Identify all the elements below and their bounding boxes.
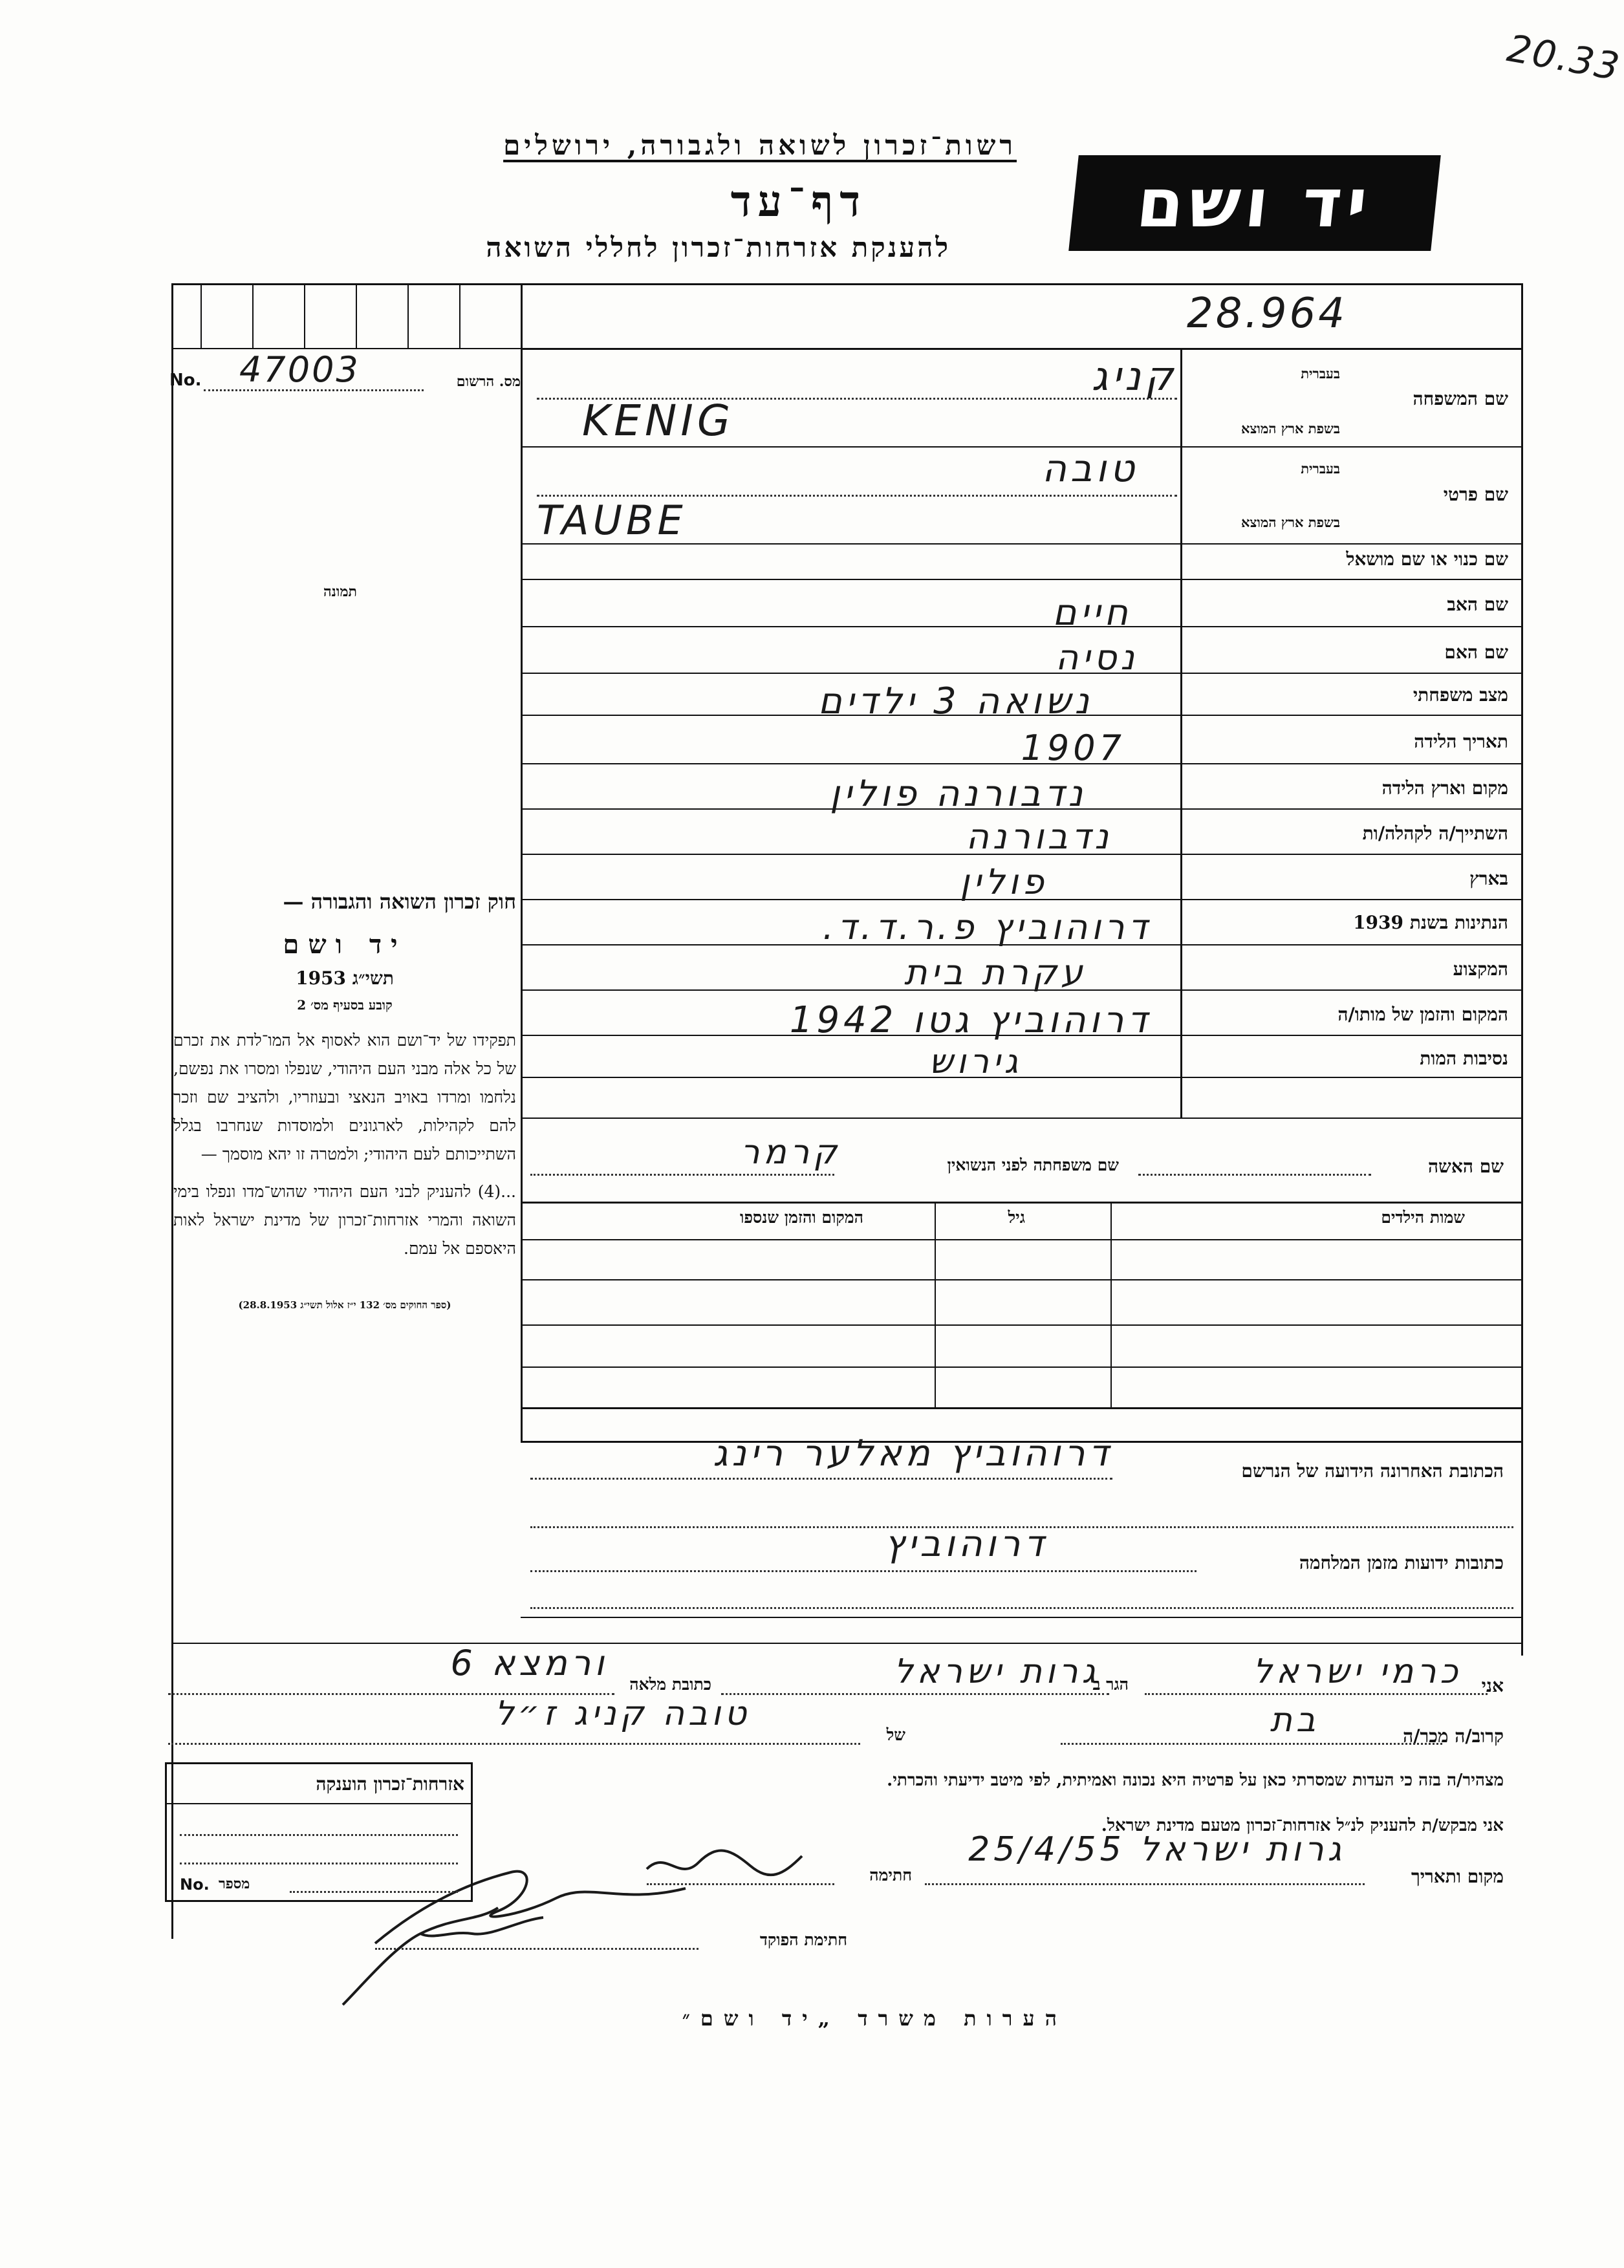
death-place-time-value: דרוהוביץ גטו 1942 — [789, 999, 1151, 1041]
family-name-origin-value: KENIG — [582, 396, 734, 446]
form-number: 28.964 — [1187, 290, 1347, 338]
yad-vashem-logo — [1068, 155, 1441, 251]
authority-line: רשות־זכרון לשואה ולגבורה, ירושלים — [503, 129, 1017, 161]
law-year: תשי״ג 1953 — [296, 967, 394, 989]
country-label: בארץ — [1469, 868, 1508, 889]
table-row — [521, 1280, 1523, 1324]
law-name: יד ושם — [283, 929, 407, 960]
children-names-header: שמות הילדים — [1381, 1208, 1465, 1227]
signature-label: חתימה — [869, 1866, 912, 1885]
first-name-origin-label: בשפת ארץ המוצא — [1241, 514, 1340, 530]
resident-label: הגר ב — [1092, 1675, 1129, 1694]
page-subtitle: להענקת אזרחות־זכרון לחללי השואה — [486, 232, 951, 263]
war-address-label: כתובות ידועות מזמן המלחמה — [1299, 1552, 1504, 1573]
birth-date-value: 1907 — [1021, 728, 1125, 768]
of-value: טובה קניג ז״ל — [495, 1694, 750, 1733]
law-paragraph-1: תפקידו של יד־ושם הוא לאסוף אל המו־לדת את זכרם של כל אלה מבני העם היהודי, שנפלו ומסרו את נפשם, נלחמו ומרדו באויב הנאצי ובעוזריו, ולהציב שם וזכר להם לקהילות, לארגונים ולמוסדות שנחרבו בגלל השתייכותם לעם היהודי; ולמטרה זו יהא מוסמך — — [173, 1031, 516, 1163]
table-row — [521, 1368, 1523, 1407]
last-address-label: הכתובת האחרונה הידועה של הנרשם — [1241, 1460, 1504, 1482]
grant-box-no-label: No. — [180, 1875, 210, 1894]
occupation-value: עקרת בית — [904, 952, 1087, 993]
grant-box-title: אזרחות־זכרון הוענקה — [316, 1773, 464, 1795]
wife-maiden-label: שם משפחתה לפני הנשואין — [947, 1156, 1119, 1174]
full-address-label: כתובת מלאה — [629, 1675, 711, 1694]
registration-label: מס. הרשום — [456, 373, 521, 390]
relation-label: קרוב/ה מכר/ה — [1403, 1725, 1504, 1747]
law-paragraph-2: ...(4) להעניק לבני העם היהודי שהוש־מדו ונפלו בימי השואה והמרי אזרחות־זכרון של מדינת ישראל לאות היאספם אל עמם. — [173, 1182, 516, 1258]
footer-remarks: הערות משרד „יד ושם״ — [682, 2006, 1067, 2031]
mother-label: שם האם — [1444, 642, 1508, 663]
nickname-label: שם כנוי או שם מושאל — [1346, 548, 1508, 570]
grant-box — [165, 1762, 473, 1902]
first-name-label: שם פרטי — [1443, 484, 1508, 505]
grant-box-number-label: מספר — [219, 1875, 250, 1892]
law-title: חוק זכרון השואה והגבורה — — [283, 889, 516, 914]
wife-label: שם האשה — [1427, 1156, 1504, 1177]
marital-value: נשואה 3 ילדים — [817, 680, 1093, 722]
occupation-label: המקצוע — [1453, 958, 1508, 980]
of-label: של — [886, 1725, 905, 1744]
father-label: שם האב — [1447, 594, 1508, 615]
registration-boxes — [188, 285, 521, 348]
birth-date-label: תאריך הלידה — [1414, 731, 1508, 752]
birth-place-value: נדבורנה פולין — [830, 773, 1087, 815]
family-name-origin-label: בשפת ארץ המוצא — [1241, 420, 1340, 437]
declarant-value: כרמי ישראל — [1253, 1652, 1462, 1691]
family-name-hebrew-label: בעברית — [1301, 365, 1340, 382]
community-label: השתייך/ה לקהלה/ות — [1362, 823, 1508, 844]
family-name-hebrew-value: קניג — [1091, 352, 1177, 400]
first-name-origin-value: TAUBE — [537, 497, 687, 544]
registration-number: 47003 — [239, 349, 360, 390]
children-table — [521, 1202, 1523, 1409]
registration-no-label: No. — [169, 371, 202, 390]
country-value: פולין — [960, 861, 1048, 902]
law-clause: קובע בסעיף מס׳ 2 — [297, 997, 393, 1013]
birth-place-label: מקום וארץ הלידה — [1381, 777, 1508, 799]
community-value: נדבורנה — [966, 816, 1112, 857]
children-place-header: המקום והזמן שנספו — [740, 1208, 863, 1227]
resident-value: גרות ישראל — [894, 1652, 1099, 1691]
citizenship-value: דרוהוביץ פ.ר.ד.ד. — [822, 907, 1151, 947]
marginal-signature — [323, 1895, 556, 2018]
marital-label: מצב משפחתי — [1413, 684, 1508, 706]
statement-text: מצהיר/ה בזה כי העדות שמסרתי כאן על פרטיה היא נכונה ואמיתית, לפי מיטב ידיעתי והכרתי. — [887, 1771, 1504, 1790]
first-name-hebrew-value: טובה — [1042, 446, 1138, 490]
law-box — [173, 889, 516, 1312]
corner-number: 20.33 — [1504, 26, 1624, 89]
citizenship-label: הנתינות בשנת 1939 — [1353, 912, 1508, 933]
death-circumstances-value: גירוש — [929, 1042, 1022, 1081]
table-row — [521, 1240, 1523, 1279]
children-age-header: גיל — [1008, 1208, 1025, 1227]
place-date-label: מקום ותאריך — [1411, 1866, 1504, 1887]
officer-signature-label: חתימת הפוקד — [759, 1930, 847, 1949]
table-row — [521, 1326, 1523, 1366]
mother-value: נסיה — [1055, 637, 1138, 678]
law-citation: (ספר החוקים מס׳ 132 י״ז אלול תשי״ג 28.8.1953) — [238, 1299, 451, 1311]
death-place-time-label: המקום והזמן של מותו/ה — [1337, 1004, 1508, 1025]
declarant-label: אני — [1481, 1675, 1504, 1696]
request-text: אני מבקש/ת להעניק לנ״ל אזרחות־זכרון מטעם מדינת ישראל. — [1101, 1816, 1504, 1835]
war-address-value: דרוהוביץ — [884, 1523, 1048, 1565]
last-address-value: דרוהוביץ מאלער רינג — [713, 1432, 1112, 1474]
family-name-label: שם המשפחה — [1413, 388, 1508, 409]
place-date-value: גרות ישראל 25/4/55 — [968, 1830, 1345, 1869]
photo-label: תמונה — [323, 583, 357, 600]
logo-text: יד ושם — [1133, 164, 1376, 243]
father-value: חיים — [1052, 592, 1132, 634]
relation-value: בת — [1270, 1701, 1319, 1740]
wife-value: קרמר — [741, 1133, 841, 1172]
death-circumstances-label: נסיבות המות — [1420, 1048, 1508, 1069]
first-name-hebrew-label: בעברית — [1301, 460, 1340, 477]
full-address-value: ורמצא 6 — [450, 1643, 608, 1683]
page-title: דף־עד — [730, 176, 867, 226]
